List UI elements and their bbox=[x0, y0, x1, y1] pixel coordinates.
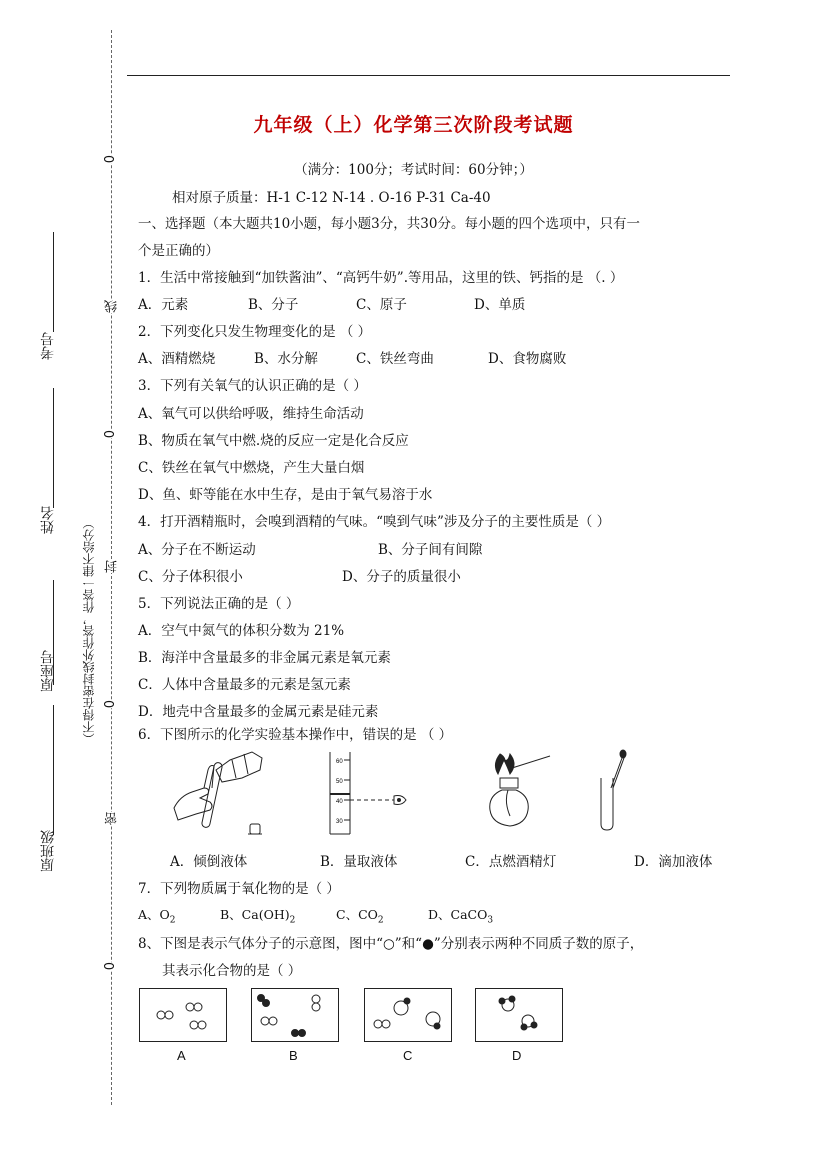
figure-measure-liquid bbox=[320, 750, 415, 838]
exam-no-line bbox=[53, 232, 54, 332]
molecule-label-d: D bbox=[512, 1048, 522, 1063]
seal-marker-4: 0 bbox=[103, 962, 118, 971]
cylinder-scale-40: 40 bbox=[336, 799, 343, 805]
q2-option-b: B、水分解 bbox=[254, 351, 318, 367]
q4-option-a: A、分子在不断运动 bbox=[138, 542, 256, 558]
q5-stem: 5．下列说法正确的是（ ） bbox=[138, 596, 300, 612]
molecule-box-c bbox=[364, 988, 452, 1042]
q5-option-a: A．空气中氮气的体积分数为 21% bbox=[138, 623, 345, 639]
q2-option-a: A、酒精燃烧 bbox=[138, 351, 216, 367]
q1-option-d: D、单质 bbox=[474, 297, 526, 313]
molecule-label-a: A bbox=[177, 1048, 186, 1063]
seal-note: （不得在密封线外作答，作答一律不给分） bbox=[82, 517, 96, 745]
q4-option-d: D、分子的质量很小 bbox=[342, 569, 461, 585]
q2-option-c: C、铁丝弯曲 bbox=[356, 351, 434, 367]
header-rule bbox=[127, 75, 730, 76]
molecule-box-a bbox=[139, 988, 227, 1042]
q3-stem: 3．下列有关氧气的认识正确的是（ ） bbox=[138, 378, 367, 394]
q4-option-c: C、分子体积很小 bbox=[138, 569, 243, 585]
page-title: 九年级（上）化学第三次阶段考试题 bbox=[253, 114, 574, 136]
q5-option-c: C．人体中含量最多的元素是氢元素 bbox=[138, 677, 351, 693]
cylinder-scale-30: 30 bbox=[336, 819, 343, 825]
q4-option-b: B、分子间有间隙 bbox=[378, 542, 483, 558]
cylinder-scale-60: 60 bbox=[336, 759, 343, 765]
molecule-box-b bbox=[251, 988, 339, 1042]
q1-option-a: A．元素 bbox=[138, 297, 189, 313]
molecule-label-c: C bbox=[403, 1048, 413, 1063]
q7-stem: 7．下列物质属于氧化物的是（ ） bbox=[138, 881, 340, 897]
figure-pour-liquid bbox=[170, 748, 270, 840]
seal-marker-3: 0 bbox=[103, 700, 118, 709]
q3-option-b: B、物质在氧气中燃.烧的反应一定是化合反应 bbox=[138, 433, 409, 449]
q4-stem: 4．打开酒精瓶时，会嗅到酒精的气味。“嗅到气味”涉及分子的主要性质是（ ） bbox=[138, 514, 611, 530]
q6-option-b: B．量取液体 bbox=[320, 854, 398, 870]
q3-option-c: C、铁丝在氧气中燃烧，产生大量白烟 bbox=[138, 460, 365, 476]
q6-option-d: D．滴加液体 bbox=[634, 854, 713, 870]
seal-char-close: 密 bbox=[105, 812, 120, 825]
q1-option-b: B、分子 bbox=[248, 297, 299, 313]
seal-char-line: 线 bbox=[105, 300, 120, 313]
figure-alcohol-lamp bbox=[480, 750, 560, 840]
cylinder-scale-50: 50 bbox=[336, 779, 343, 785]
molecule-box-d bbox=[475, 988, 563, 1042]
seal-char-seal: 封 bbox=[105, 560, 120, 573]
q7-option-a: A、$O_2$ bbox=[138, 907, 176, 926]
section-heading-2: 个是正确的） bbox=[138, 243, 219, 259]
q2-stem: 2．下列变化只发生物理变化的是 （ ） bbox=[138, 324, 372, 340]
q1-option-c: C、原子 bbox=[356, 297, 407, 313]
q8-stem-1: 8、下图是表示气体分子的示意图，图中“○”和“●”分别表示两种不同质子数的原子， bbox=[138, 936, 644, 952]
q5-option-d: D．地壳中含量最多的金属元素是硅元素 bbox=[138, 704, 379, 720]
score-info: （满分：100分；考试时间：60分钟；） bbox=[294, 162, 533, 178]
class-line bbox=[53, 705, 54, 835]
q1-stem: 1．生活中常接触到“加铁酱油”、“高钙牛奶”.等用品，这里的铁、钙指的是 （. ） bbox=[138, 270, 624, 286]
seal-marker-2: 0 bbox=[103, 430, 118, 439]
exam-no-label: 考号 bbox=[40, 332, 56, 360]
q6-option-a: A．倾倒液体 bbox=[170, 854, 248, 870]
q5-option-b: B．海洋中含量最多的非金属元素是氧元素 bbox=[138, 650, 391, 666]
name-label: 姓名 bbox=[40, 506, 56, 534]
section-heading-1: 一、选择题（本大题共10小题，每小题3分，共30分。每小题的四个选项中，只有一 bbox=[138, 216, 640, 232]
figure-dropper bbox=[595, 748, 635, 832]
q6-option-c: C．点燃酒精灯 bbox=[465, 854, 557, 870]
molecule-label-b: B bbox=[289, 1048, 298, 1063]
q7-option-b: B、$Ca(OH)_2$ bbox=[220, 907, 296, 926]
class-label: 原班级 bbox=[40, 830, 56, 872]
seal-marker-1: 0 bbox=[103, 155, 118, 164]
q3-option-a: A、氧气可以供给呼吸，维持生命活动 bbox=[138, 406, 364, 422]
q6-stem: 6．下图所示的化学实验基本操作中，错误的是 （ ） bbox=[138, 727, 453, 743]
name-line bbox=[53, 388, 54, 508]
q2-option-d: D、食物腐败 bbox=[488, 351, 567, 367]
q3-option-d: D、鱼、虾等能在水中生存，是由于氧气易溶于水 bbox=[138, 487, 433, 503]
q8-stem-2: 其表示化合物的是（ ） bbox=[162, 963, 302, 979]
atomic-mass: 相对原子质量：H-1 C-12 N-14 . O-16 P-31 Ca-40 bbox=[172, 190, 491, 206]
q7-option-d: D、CaCO$_3$ bbox=[428, 907, 494, 926]
q7-option-c: C、$CO_2$ bbox=[336, 907, 384, 926]
seat-label: 原座号 bbox=[40, 650, 56, 692]
